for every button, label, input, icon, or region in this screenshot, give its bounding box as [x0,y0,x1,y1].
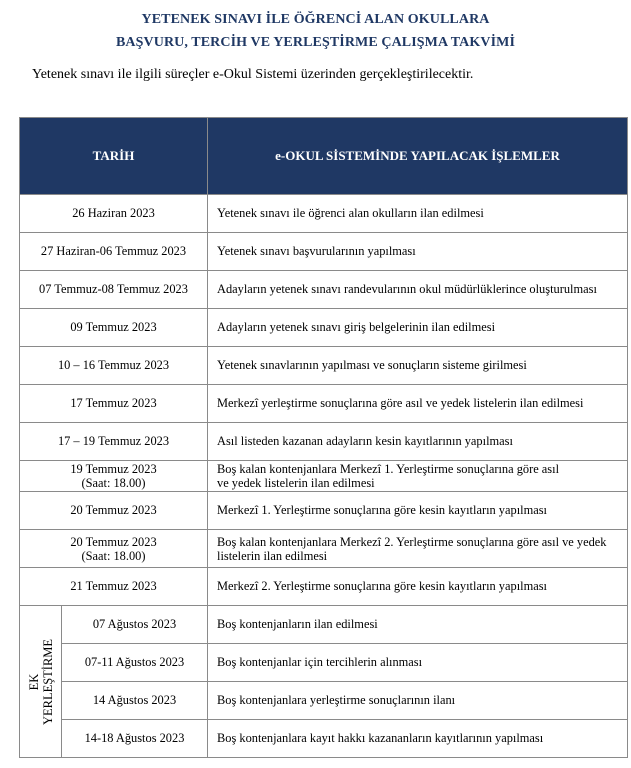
table-row [20,461,628,492]
schedule-table [19,117,628,758]
operation-text: Asıl listeden kazanan adayların kesin kayıtlarının yapılması [217,434,513,448]
operation-text: Boş kalan kontenjanlara Merkezî 2. Yerleştirme sonuçlarına göre asıl ve yedek [217,534,607,549]
ek-label-line2: YERLEŞTİRME [40,638,55,725]
date-text: 21 Temmuz 2023 [70,579,157,593]
table-row [20,492,628,530]
date-cell: 14-18 Ağustos 2023 [62,720,208,758]
date-text: 10 – 16 Temmuz 2023 [57,358,170,372]
operation-cell: Boş kontenjanlar için tercihlerin alınması [208,644,628,682]
date-cell [20,233,208,271]
intro-text: Yetenek sınavı ile ilgili süreçler e-Okul Sistemi üzerinden gerçekleştirilecektir. [32,67,474,82]
operation-text: Adayların yetenek sınavı giriş belgelerinin ilan edilmesi [217,320,496,334]
operation-cell [208,233,628,271]
operation-text: Merkezî 1. Yerleştirme sonuçlarına göre kesin kayıtların yapılması [217,503,547,517]
table-row [20,385,628,423]
ek-label-line1: EK [26,673,41,690]
date-cell [20,195,208,233]
ek-table-row [20,606,628,644]
table-row [20,530,628,568]
table-row [20,195,628,233]
date-cell [20,309,208,347]
operation-cell: Boş kontenjanlara yerleştirme sonuçlarının ilanı [208,682,628,720]
table-row [20,347,628,385]
ek-table-row [20,682,628,720]
operation-text: Yetenek sınavı başvurularının yapılması [217,244,416,258]
operation-cell [208,568,628,606]
date-cell: 14 Ağustos 2023 [62,682,208,720]
date-cell [20,271,208,309]
operation-cell [208,530,628,568]
date-cell: 07-11 Ağustos 2023 [62,644,208,682]
date-text: 17 Temmuz 2023 [70,396,157,410]
table-row [20,568,628,606]
date-text: 20 Temmuz 2023 [70,534,157,549]
date-cell [20,568,208,606]
operation-cell: Boş kontenjanların ilan edilmesi [208,606,628,644]
date-text: 20 Temmuz 2023 [70,503,157,517]
operation-cell: Boş kontenjanlara kayıt hakkı kazananların kayıtlarının yapılması [208,720,628,758]
document-title-line2: BAŞVURU, TERCİH VE YERLEŞTİRME ÇALIŞMA TAKVİMİ [115,35,515,50]
operation-text: Adayların yetenek sınavı randevularının okul müdürlüklerince oluşturulması [217,282,597,296]
operation-text: Yetenek sınavı ile öğrenci alan okulların ilan edilmesi [217,206,484,220]
ek-yerlestirme-cell [20,606,62,758]
date-text: 07 Temmuz-08 Temmuz 2023 [39,282,188,296]
date-time-text: (Saat: 18.00) [81,548,146,563]
operation-cell [208,461,628,492]
table-header-row [20,118,628,195]
date-cell [20,461,208,492]
date-text: 17 – 19 Temmuz 2023 [57,434,170,448]
table-row [20,309,628,347]
operation-text-continued: ve yedek listelerin ilan edilmesi [217,476,375,490]
operation-text: Yetenek sınavlarının yapılması ve sonuçların sisteme girilmesi [217,358,527,372]
table-row [20,271,628,309]
date-time-text: (Saat: 18.00) [81,476,146,490]
date-text: 26 Haziran 2023 [72,206,155,220]
operations-column-header: e-OKUL SİSTEMİNDE YAPILACAK İŞLEMLER [208,118,628,195]
ek-table-row [20,644,628,682]
operation-text-continued: listelerin ilan edilmesi [217,548,328,563]
operation-text: Merkezî yerleştirme sonuçlarına göre asıl ve yedek listelerin ilan edilmesi [217,396,584,410]
document-title-line1: YETENEK SINAVI İLE ÖĞRENCİ ALAN OKULLARA [141,12,490,27]
operation-text: Boş kalan kontenjanlara Merkezî 1. Yerleştirme sonuçlarına göre asıl [217,462,560,476]
date-cell: 07 Ağustos 2023 [62,606,208,644]
ek-yerlestirme-label [27,638,55,724]
operation-cell [208,385,628,423]
date-cell [20,385,208,423]
date-text: 27 Haziran-06 Temmuz 2023 [40,244,187,258]
date-cell [20,347,208,385]
date-cell [20,492,208,530]
table-row [20,423,628,461]
operation-text: Merkezî 2. Yerleştirme sonuçlarına göre kesin kayıtların yapılması [217,579,547,593]
date-text: 19 Temmuz 2023 [70,462,157,476]
operation-cell [208,271,628,309]
operation-cell [208,492,628,530]
date-text: 09 Temmuz 2023 [70,320,157,334]
operation-cell [208,195,628,233]
table-row [20,233,628,271]
operation-cell [208,347,628,385]
operation-cell [208,423,628,461]
date-cell [20,530,208,568]
date-cell [20,423,208,461]
operation-cell [208,309,628,347]
date-column-header: TARİH [20,118,208,195]
ek-table-row [20,720,628,758]
